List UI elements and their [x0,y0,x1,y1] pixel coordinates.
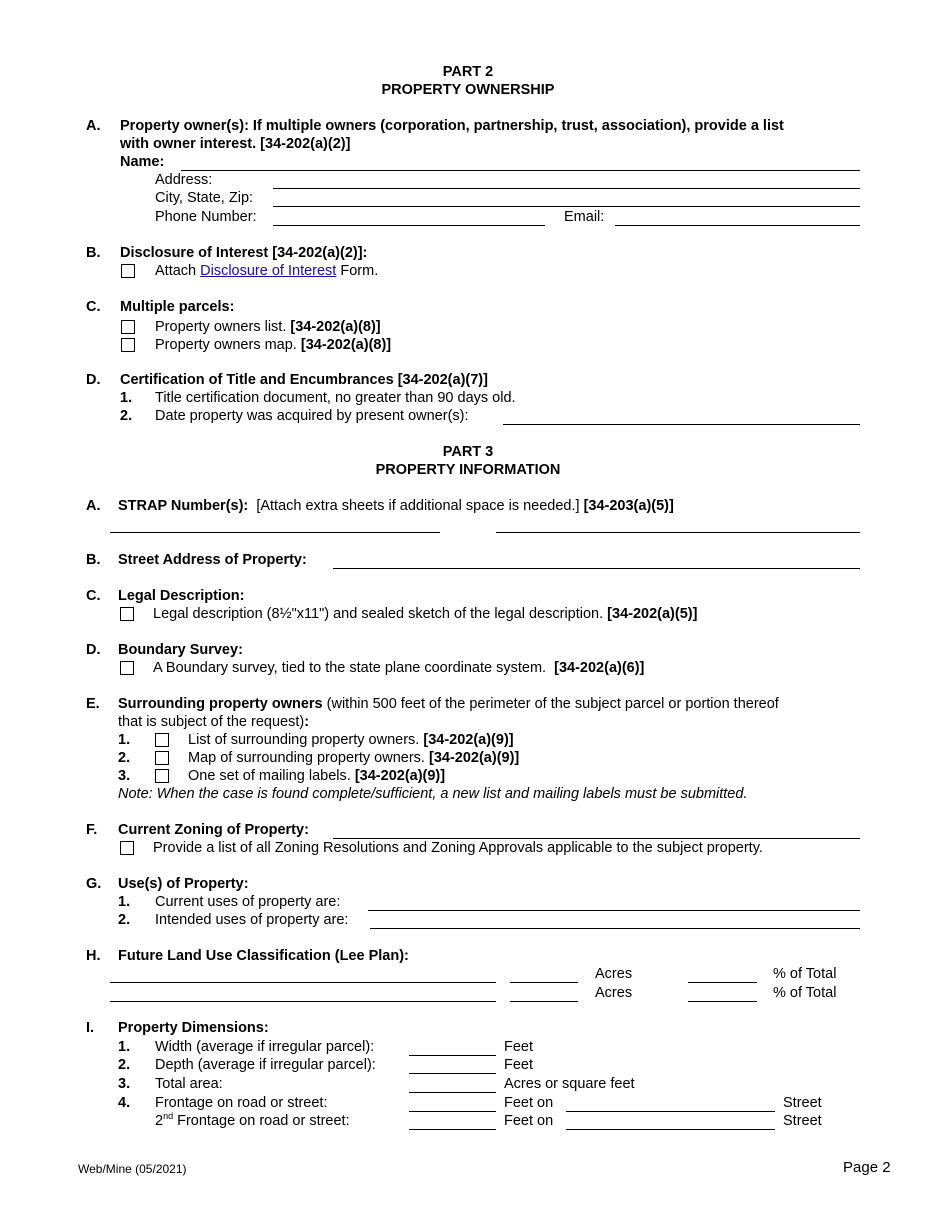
surrounding-note: Note: When the case is found complete/sufficient, a new list and mailing labels must be submitted. [118,786,748,802]
disclosure-line [155,262,378,280]
title-cert-item: Title certification document, no greater than 90 days old. [155,390,516,406]
street-address-label: Street Address of Property: [118,552,307,568]
part3-title: PROPERTY INFORMATION [375,462,561,478]
current-uses-label: Current uses of property are: [155,894,341,910]
owner-heading: Property owner(s): If multiple owners (corporation, partnership, trust, association), provide a list [120,118,784,134]
depth-field[interactable] [409,1073,496,1074]
frontage-field[interactable] [409,1111,496,1112]
surrounding-map-label: Map of surrounding property owners. [34-202(a)(9)] [188,750,520,766]
zoning-list-label: Provide a list of all Zoning Resolutions and Zoning Approvals applicable to the subject property. [153,840,763,856]
item-number: 1. [118,732,131,748]
item-number: 3. [118,1076,131,1092]
form-text: Form. [340,263,379,279]
owner-heading-cont: with owner interest. [34-202(a)(2)] [120,136,351,152]
width-label: Width (average if irregular parcel): [155,1039,375,1055]
street-label: Street [783,1113,822,1129]
street-label: Street [783,1095,822,1111]
second-frontage-field[interactable] [409,1129,496,1130]
email-field[interactable] [615,225,860,226]
acres-label: Acres [595,985,633,1001]
city-state-zip-field[interactable] [273,206,860,207]
section-letter: I. [86,1020,95,1036]
surrounding-map-checkbox[interactable] [155,751,169,765]
name-field[interactable] [181,170,860,171]
surrounding-list-label: List of surrounding property owners. [34-202(a)(9)] [188,732,514,748]
owners-map-label: Property owners map. [34-202(a)(8)] [155,337,392,353]
acres-field-2[interactable] [510,1001,578,1002]
acres-label: Acres [595,966,633,982]
land-use-class-field-2[interactable] [110,1001,496,1002]
owners-list-label: Property owners list. [34-202(a)(8)] [155,319,381,335]
part3-label: PART 3 [442,444,494,460]
street-address-field[interactable] [333,568,860,569]
email-label: Email: [564,209,605,225]
width-unit: Feet [504,1039,534,1055]
section-letter: F. [86,822,98,838]
dimensions-heading: Property Dimensions: [118,1020,269,1036]
disclosure-heading: Disclosure of Interest [34-202(a)(2)]: [120,245,368,261]
item-number: 3. [118,768,131,784]
uses-heading: Use(s) of Property: [118,876,249,892]
title-cert-heading: Certification of Title and Encumbrances [34-202(a)(7)] [120,372,488,388]
depth-unit: Feet [504,1057,534,1073]
section-letter: D. [86,372,101,388]
boundary-survey-heading: Boundary Survey: [118,642,243,658]
section-letter: H. [86,948,101,964]
section-letter: B. [86,552,101,568]
multiple-parcels-heading: Multiple parcels: [120,299,235,315]
current-zoning-label: Current Zoning of Property: [118,822,309,838]
attach-text: Attach [155,263,197,279]
disclosure-link[interactable]: Disclosure of Interest [200,263,337,279]
total-area-unit: Acres or square feet [504,1076,635,1092]
total-area-label: Total area: [155,1076,223,1092]
mailing-labels-label: One set of mailing labels. [34-202(a)(9)] [188,768,446,784]
current-uses-field[interactable] [368,910,860,911]
owners-list-checkbox[interactable] [121,320,135,334]
phone-label: Phone Number: [155,209,257,225]
pct-field-2[interactable] [688,1001,757,1002]
mailing-labels-checkbox[interactable] [155,769,169,783]
second-frontage-street-field[interactable] [566,1129,775,1130]
city-label: City, State, Zip: [155,190,254,206]
strap-field-2[interactable] [496,532,860,533]
depth-label: Depth (average if irregular parcel): [155,1057,376,1073]
page-number: Page 2 [843,1159,891,1176]
strap-heading-line: STRAP Number(s): [Attach extra sheets if additional space is needed.] [34-203(a)(5)] [118,498,674,514]
frontage-label: Frontage on road or street: [155,1095,328,1111]
frontage-unit: Feet on [504,1095,554,1111]
name-label: Name: [120,154,165,170]
part2-label: PART 2 [442,64,494,80]
date-acquired-field[interactable] [503,424,860,425]
address-field[interactable] [273,188,860,189]
section-letter: D. [86,642,101,658]
frontage-street-field[interactable] [566,1111,775,1112]
width-field[interactable] [409,1055,496,1056]
boundary-survey-label: A Boundary survey, tied to the state plane coordinate system. [34-202(a)(6)] [153,660,645,676]
item-number: 2. [120,408,133,424]
item-number: 2. [118,750,131,766]
item-number: 1. [120,390,133,406]
section-letter: G. [86,876,102,892]
owners-map-checkbox[interactable] [121,338,135,352]
legal-description-heading: Legal Description: [118,588,245,604]
boundary-survey-checkbox[interactable] [120,661,134,675]
phone-field[interactable] [273,225,545,226]
address-label: Address: [155,172,213,188]
section-letter: C. [86,588,101,604]
surrounding-owners-heading-cont: that is subject of the request): [118,714,310,730]
date-acquired-label: Date property was acquired by present owner(s): [155,408,469,424]
item-number: 1. [118,894,131,910]
item-number: 2. [118,1057,131,1073]
zoning-list-checkbox[interactable] [120,841,134,855]
footer-revision: Web/Mine (05/2021) [78,1162,187,1176]
surrounding-owners-heading: Surrounding property owners (within 500 feet of the perimeter of the subject parcel or portion thereof [118,696,779,712]
pct-label: % of Total [773,985,837,1001]
section-letter: A. [86,118,101,134]
legal-description-checkbox[interactable] [120,607,134,621]
item-number: 4. [118,1095,131,1111]
intended-uses-label: Intended uses of property are: [155,912,349,928]
total-area-field[interactable] [409,1092,496,1093]
part2-title: PROPERTY OWNERSHIP [381,82,555,98]
land-use-class-field-1[interactable] [110,982,496,983]
disclosure-checkbox[interactable] [121,264,135,278]
pct-field-1[interactable] [688,982,757,983]
section-letter: A. [86,498,101,514]
intended-uses-field[interactable] [370,928,860,929]
strap-field-1[interactable] [110,532,440,533]
legal-description-label: Legal description (8½"x11") and sealed sketch of the legal description. [34-202(a)(5)] [153,606,698,622]
second-frontage-unit: Feet on [504,1113,554,1129]
second-frontage-label: 2nd Frontage on road or street: [155,1111,350,1129]
section-letter: E. [86,696,100,712]
section-letter: C. [86,299,101,315]
surrounding-list-checkbox[interactable] [155,733,169,747]
acres-field-1[interactable] [510,982,578,983]
pct-label: % of Total [773,966,837,982]
item-number: 2. [118,912,131,928]
future-land-use-heading: Future Land Use Classification (Lee Plan): [118,948,409,964]
section-letter: B. [86,245,101,261]
item-number: 1. [118,1039,131,1055]
